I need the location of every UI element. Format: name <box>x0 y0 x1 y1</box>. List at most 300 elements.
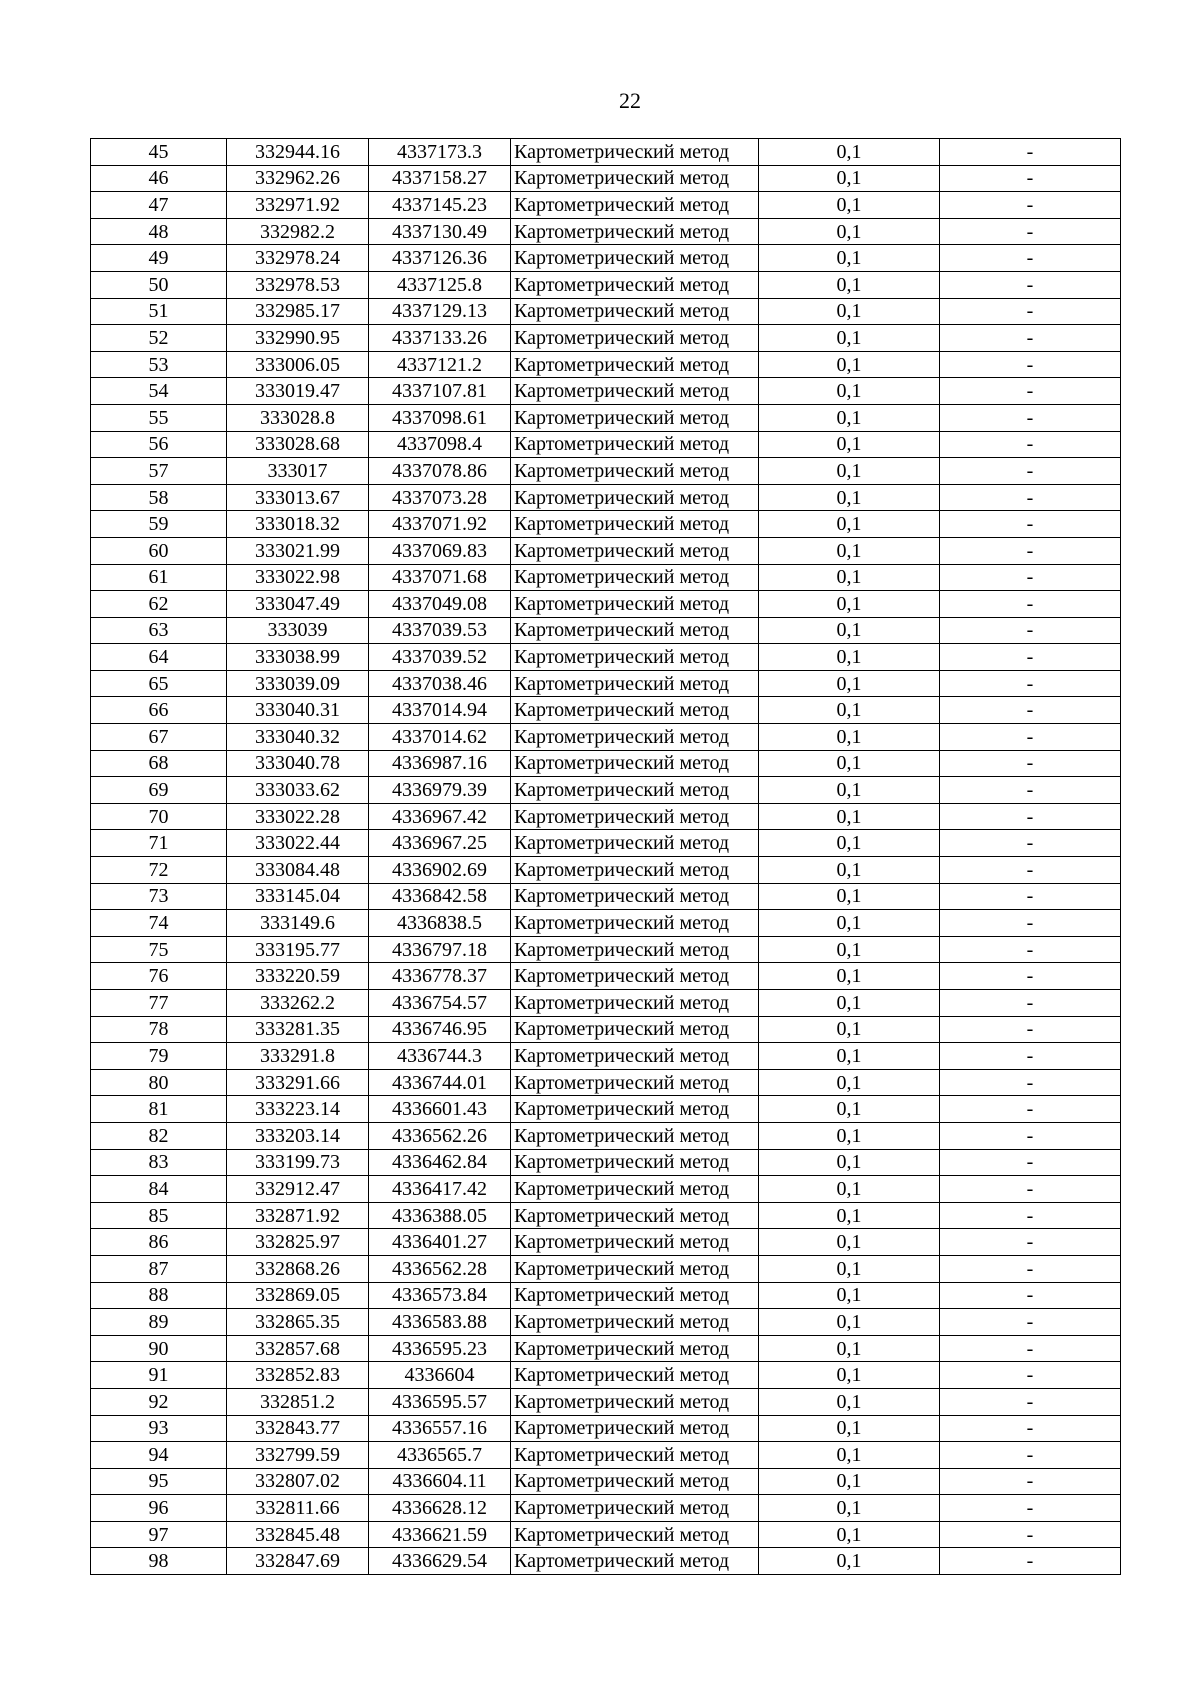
y-coordinate-cell: 4336979.39 <box>369 777 511 804</box>
table-row <box>91 644 1121 671</box>
y-coordinate-cell: 4337098.61 <box>369 404 511 431</box>
description-cell: - <box>940 617 1121 644</box>
x-coordinate-cell: 333145.04 <box>227 883 369 910</box>
x-coordinate-cell: 332869.05 <box>227 1282 369 1309</box>
description-cell: - <box>940 1069 1121 1096</box>
description-cell: - <box>940 644 1121 671</box>
table-row <box>91 1202 1121 1229</box>
point-number-cell: 53 <box>91 351 227 378</box>
method-cell: Картометрический метод <box>511 644 759 671</box>
point-number-cell: 63 <box>91 617 227 644</box>
description-cell: - <box>940 165 1121 192</box>
description-cell: - <box>940 378 1121 405</box>
method-cell: Картометрический метод <box>511 298 759 325</box>
y-coordinate-cell: 4336838.5 <box>369 910 511 937</box>
method-cell: Картометрический метод <box>511 1096 759 1123</box>
description-cell: - <box>940 1176 1121 1203</box>
y-coordinate-cell: 4336967.25 <box>369 830 511 857</box>
point-number-cell: 57 <box>91 458 227 485</box>
description-cell: - <box>940 936 1121 963</box>
x-coordinate-cell: 332978.24 <box>227 245 369 272</box>
table-row <box>91 750 1121 777</box>
accuracy-cell: 0,1 <box>759 777 940 804</box>
accuracy-cell: 0,1 <box>759 617 940 644</box>
description-cell: - <box>940 404 1121 431</box>
accuracy-cell: 0,1 <box>759 1442 940 1469</box>
method-cell: Картометрический метод <box>511 404 759 431</box>
method-cell: Картометрический метод <box>511 963 759 990</box>
description-cell: - <box>940 777 1121 804</box>
description-cell: - <box>940 1468 1121 1495</box>
y-coordinate-cell: 4336565.7 <box>369 1442 511 1469</box>
accuracy-cell: 0,1 <box>759 1282 940 1309</box>
table-row <box>91 1043 1121 1070</box>
description-cell: - <box>940 1415 1121 1442</box>
y-coordinate-cell: 4337125.8 <box>369 271 511 298</box>
accuracy-cell: 0,1 <box>759 1122 940 1149</box>
point-number-cell: 94 <box>91 1442 227 1469</box>
method-cell: Картометрический метод <box>511 1149 759 1176</box>
point-number-cell: 65 <box>91 670 227 697</box>
accuracy-cell: 0,1 <box>759 1096 940 1123</box>
point-number-cell: 76 <box>91 963 227 990</box>
method-cell: Картометрический метод <box>511 1362 759 1389</box>
description-cell: - <box>940 750 1121 777</box>
table-row <box>91 1016 1121 1043</box>
accuracy-cell: 0,1 <box>759 644 940 671</box>
y-coordinate-cell: 4337071.68 <box>369 564 511 591</box>
method-cell: Картометрический метод <box>511 1202 759 1229</box>
accuracy-cell: 0,1 <box>759 271 940 298</box>
y-coordinate-cell: 4337014.94 <box>369 697 511 724</box>
table-row <box>91 990 1121 1017</box>
y-coordinate-cell: 4336842.58 <box>369 883 511 910</box>
x-coordinate-cell: 333084.48 <box>227 857 369 884</box>
y-coordinate-cell: 4337014.62 <box>369 724 511 751</box>
method-cell: Картометрический метод <box>511 1282 759 1309</box>
table-row <box>91 245 1121 272</box>
method-cell: Картометрический метод <box>511 1255 759 1282</box>
method-cell: Картометрический метод <box>511 431 759 458</box>
y-coordinate-cell: 4337130.49 <box>369 218 511 245</box>
y-coordinate-cell: 4337158.27 <box>369 165 511 192</box>
x-coordinate-cell: 333028.8 <box>227 404 369 431</box>
x-coordinate-cell: 332871.92 <box>227 1202 369 1229</box>
y-coordinate-cell: 4336401.27 <box>369 1229 511 1256</box>
x-coordinate-cell: 333028.68 <box>227 431 369 458</box>
accuracy-cell: 0,1 <box>759 963 940 990</box>
method-cell: Картометрический метод <box>511 803 759 830</box>
y-coordinate-cell: 4337121.2 <box>369 351 511 378</box>
table-row <box>91 511 1121 538</box>
point-number-cell: 88 <box>91 1282 227 1309</box>
y-coordinate-cell: 4336595.23 <box>369 1335 511 1362</box>
accuracy-cell: 0,1 <box>759 431 940 458</box>
table-row <box>91 298 1121 325</box>
table-row <box>91 1335 1121 1362</box>
table-row <box>91 1096 1121 1123</box>
x-coordinate-cell: 332843.77 <box>227 1415 369 1442</box>
method-cell: Картометрический метод <box>511 857 759 884</box>
x-coordinate-cell: 332944.16 <box>227 139 369 166</box>
table-row <box>91 617 1121 644</box>
accuracy-cell: 0,1 <box>759 404 940 431</box>
point-number-cell: 47 <box>91 192 227 219</box>
description-cell: - <box>940 670 1121 697</box>
point-number-cell: 85 <box>91 1202 227 1229</box>
x-coordinate-cell: 332852.83 <box>227 1362 369 1389</box>
method-cell: Картометрический метод <box>511 750 759 777</box>
x-coordinate-cell: 332845.48 <box>227 1521 369 1548</box>
y-coordinate-cell: 4337173.3 <box>369 139 511 166</box>
y-coordinate-cell: 4337129.13 <box>369 298 511 325</box>
table-row <box>91 830 1121 857</box>
point-number-cell: 92 <box>91 1388 227 1415</box>
description-cell: - <box>940 325 1121 352</box>
method-cell: Картометрический метод <box>511 1468 759 1495</box>
accuracy-cell: 0,1 <box>759 1388 940 1415</box>
table-row <box>91 537 1121 564</box>
description-cell: - <box>940 1521 1121 1548</box>
method-cell: Картометрический метод <box>511 591 759 618</box>
table-row <box>91 458 1121 485</box>
x-coordinate-cell: 333291.8 <box>227 1043 369 1070</box>
method-cell: Картометрический метод <box>511 777 759 804</box>
x-coordinate-cell: 333018.32 <box>227 511 369 538</box>
description-cell: - <box>940 883 1121 910</box>
accuracy-cell: 0,1 <box>759 1309 940 1336</box>
description-cell: - <box>940 724 1121 751</box>
point-number-cell: 72 <box>91 857 227 884</box>
x-coordinate-cell: 333203.14 <box>227 1122 369 1149</box>
y-coordinate-cell: 4336562.26 <box>369 1122 511 1149</box>
x-coordinate-cell: 333039.09 <box>227 670 369 697</box>
accuracy-cell: 0,1 <box>759 1415 940 1442</box>
table-row <box>91 697 1121 724</box>
table-row <box>91 1415 1121 1442</box>
accuracy-cell: 0,1 <box>759 936 940 963</box>
table-row <box>91 1495 1121 1522</box>
accuracy-cell: 0,1 <box>759 564 940 591</box>
point-number-cell: 56 <box>91 431 227 458</box>
table-row <box>91 378 1121 405</box>
point-number-cell: 83 <box>91 1149 227 1176</box>
x-coordinate-cell: 332982.2 <box>227 218 369 245</box>
description-cell: - <box>940 431 1121 458</box>
method-cell: Картометрический метод <box>511 1548 759 1575</box>
x-coordinate-cell: 332962.26 <box>227 165 369 192</box>
point-number-cell: 95 <box>91 1468 227 1495</box>
x-coordinate-cell: 333022.98 <box>227 564 369 591</box>
y-coordinate-cell: 4337078.86 <box>369 458 511 485</box>
table-row <box>91 777 1121 804</box>
y-coordinate-cell: 4337107.81 <box>369 378 511 405</box>
description-cell: - <box>940 803 1121 830</box>
description-cell: - <box>940 245 1121 272</box>
method-cell: Картометрический метод <box>511 1495 759 1522</box>
y-coordinate-cell: 4336601.43 <box>369 1096 511 1123</box>
x-coordinate-cell: 333047.49 <box>227 591 369 618</box>
x-coordinate-cell: 333022.44 <box>227 830 369 857</box>
point-number-cell: 87 <box>91 1255 227 1282</box>
table-row <box>91 1122 1121 1149</box>
y-coordinate-cell: 4336583.88 <box>369 1309 511 1336</box>
description-cell: - <box>940 1309 1121 1336</box>
description-cell: - <box>940 1229 1121 1256</box>
method-cell: Картометрический метод <box>511 218 759 245</box>
accuracy-cell: 0,1 <box>759 1495 940 1522</box>
description-cell: - <box>940 591 1121 618</box>
point-number-cell: 62 <box>91 591 227 618</box>
accuracy-cell: 0,1 <box>759 1255 940 1282</box>
point-number-cell: 67 <box>91 724 227 751</box>
point-number-cell: 45 <box>91 139 227 166</box>
accuracy-cell: 0,1 <box>759 1069 940 1096</box>
y-coordinate-cell: 4336987.16 <box>369 750 511 777</box>
accuracy-cell: 0,1 <box>759 803 940 830</box>
x-coordinate-cell: 333262.2 <box>227 990 369 1017</box>
x-coordinate-cell: 333223.14 <box>227 1096 369 1123</box>
method-cell: Картометрический метод <box>511 537 759 564</box>
description-cell: - <box>940 1282 1121 1309</box>
description-cell: - <box>940 351 1121 378</box>
accuracy-cell: 0,1 <box>759 670 940 697</box>
y-coordinate-cell: 4336744.3 <box>369 1043 511 1070</box>
x-coordinate-cell: 332847.69 <box>227 1548 369 1575</box>
x-coordinate-cell: 333013.67 <box>227 484 369 511</box>
y-coordinate-cell: 4336628.12 <box>369 1495 511 1522</box>
x-coordinate-cell: 332807.02 <box>227 1468 369 1495</box>
table-row <box>91 857 1121 884</box>
accuracy-cell: 0,1 <box>759 1548 940 1575</box>
accuracy-cell: 0,1 <box>759 458 940 485</box>
point-number-cell: 52 <box>91 325 227 352</box>
y-coordinate-cell: 4337133.26 <box>369 325 511 352</box>
accuracy-cell: 0,1 <box>759 165 940 192</box>
accuracy-cell: 0,1 <box>759 1176 940 1203</box>
accuracy-cell: 0,1 <box>759 724 940 751</box>
point-number-cell: 78 <box>91 1016 227 1043</box>
method-cell: Картометрический метод <box>511 511 759 538</box>
accuracy-cell: 0,1 <box>759 750 940 777</box>
point-number-cell: 90 <box>91 1335 227 1362</box>
accuracy-cell: 0,1 <box>759 910 940 937</box>
table-row <box>91 431 1121 458</box>
accuracy-cell: 0,1 <box>759 591 940 618</box>
y-coordinate-cell: 4336604.11 <box>369 1468 511 1495</box>
table-row <box>91 325 1121 352</box>
point-number-cell: 93 <box>91 1415 227 1442</box>
table-row <box>91 1362 1121 1389</box>
method-cell: Картометрический метод <box>511 830 759 857</box>
x-coordinate-cell: 332825.97 <box>227 1229 369 1256</box>
method-cell: Картометрический метод <box>511 1229 759 1256</box>
table-row <box>91 1282 1121 1309</box>
point-number-cell: 96 <box>91 1495 227 1522</box>
point-number-cell: 89 <box>91 1309 227 1336</box>
point-number-cell: 54 <box>91 378 227 405</box>
point-number-cell: 66 <box>91 697 227 724</box>
table-row <box>91 963 1121 990</box>
description-cell: - <box>940 458 1121 485</box>
accuracy-cell: 0,1 <box>759 537 940 564</box>
accuracy-cell: 0,1 <box>759 1043 940 1070</box>
point-number-cell: 98 <box>91 1548 227 1575</box>
y-coordinate-cell: 4336557.16 <box>369 1415 511 1442</box>
point-number-cell: 70 <box>91 803 227 830</box>
method-cell: Картометрический метод <box>511 670 759 697</box>
accuracy-cell: 0,1 <box>759 325 940 352</box>
table-row <box>91 218 1121 245</box>
table-row <box>91 351 1121 378</box>
description-cell: - <box>940 511 1121 538</box>
table-row <box>91 564 1121 591</box>
description-cell: - <box>940 963 1121 990</box>
point-number-cell: 74 <box>91 910 227 937</box>
point-number-cell: 81 <box>91 1096 227 1123</box>
method-cell: Картометрический метод <box>511 165 759 192</box>
description-cell: - <box>940 1016 1121 1043</box>
coordinates-table-body <box>91 139 1121 1575</box>
x-coordinate-cell: 333040.78 <box>227 750 369 777</box>
method-cell: Картометрический метод <box>511 1415 759 1442</box>
x-coordinate-cell: 333006.05 <box>227 351 369 378</box>
description-cell: - <box>940 1335 1121 1362</box>
method-cell: Картометрический метод <box>511 1309 759 1336</box>
x-coordinate-cell: 333019.47 <box>227 378 369 405</box>
table-row <box>91 1255 1121 1282</box>
y-coordinate-cell: 4336967.42 <box>369 803 511 830</box>
x-coordinate-cell: 333149.6 <box>227 910 369 937</box>
method-cell: Картометрический метод <box>511 1521 759 1548</box>
description-cell: - <box>940 1442 1121 1469</box>
point-number-cell: 73 <box>91 883 227 910</box>
point-number-cell: 86 <box>91 1229 227 1256</box>
accuracy-cell: 0,1 <box>759 1521 940 1548</box>
method-cell: Картометрический метод <box>511 1043 759 1070</box>
method-cell: Картометрический метод <box>511 1442 759 1469</box>
method-cell: Картометрический метод <box>511 564 759 591</box>
method-cell: Картометрический метод <box>511 458 759 485</box>
point-number-cell: 59 <box>91 511 227 538</box>
table-row <box>91 165 1121 192</box>
x-coordinate-cell: 332912.47 <box>227 1176 369 1203</box>
method-cell: Картометрический метод <box>511 1388 759 1415</box>
accuracy-cell: 0,1 <box>759 830 940 857</box>
y-coordinate-cell: 4336595.57 <box>369 1388 511 1415</box>
accuracy-cell: 0,1 <box>759 351 940 378</box>
method-cell: Картометрический метод <box>511 351 759 378</box>
y-coordinate-cell: 4337039.52 <box>369 644 511 671</box>
x-coordinate-cell: 332865.35 <box>227 1309 369 1336</box>
x-coordinate-cell: 332851.2 <box>227 1388 369 1415</box>
y-coordinate-cell: 4336754.57 <box>369 990 511 1017</box>
table-row <box>91 1442 1121 1469</box>
description-cell: - <box>940 697 1121 724</box>
table-row <box>91 404 1121 431</box>
table-row <box>91 883 1121 910</box>
x-coordinate-cell: 333040.32 <box>227 724 369 751</box>
x-coordinate-cell: 333199.73 <box>227 1149 369 1176</box>
table-row <box>91 591 1121 618</box>
y-coordinate-cell: 4337098.4 <box>369 431 511 458</box>
table-row <box>91 1309 1121 1336</box>
point-number-cell: 64 <box>91 644 227 671</box>
x-coordinate-cell: 332857.68 <box>227 1335 369 1362</box>
description-cell: - <box>940 857 1121 884</box>
description-cell: - <box>940 1495 1121 1522</box>
y-coordinate-cell: 4337038.46 <box>369 670 511 697</box>
y-coordinate-cell: 4336629.54 <box>369 1548 511 1575</box>
table-row <box>91 1548 1121 1575</box>
table-row <box>91 803 1121 830</box>
table-row <box>91 1149 1121 1176</box>
x-coordinate-cell: 332811.66 <box>227 1495 369 1522</box>
description-cell: - <box>940 1202 1121 1229</box>
point-number-cell: 91 <box>91 1362 227 1389</box>
point-number-cell: 55 <box>91 404 227 431</box>
method-cell: Картометрический метод <box>511 936 759 963</box>
description-cell: - <box>940 830 1121 857</box>
description-cell: - <box>940 484 1121 511</box>
y-coordinate-cell: 4336417.42 <box>369 1176 511 1203</box>
table-row <box>91 271 1121 298</box>
accuracy-cell: 0,1 <box>759 1335 940 1362</box>
x-coordinate-cell: 333220.59 <box>227 963 369 990</box>
method-cell: Картометрический метод <box>511 910 759 937</box>
point-number-cell: 79 <box>91 1043 227 1070</box>
description-cell: - <box>940 1362 1121 1389</box>
point-number-cell: 82 <box>91 1122 227 1149</box>
y-coordinate-cell: 4336388.05 <box>369 1202 511 1229</box>
point-number-cell: 69 <box>91 777 227 804</box>
x-coordinate-cell: 332868.26 <box>227 1255 369 1282</box>
y-coordinate-cell: 4337071.92 <box>369 511 511 538</box>
method-cell: Картометрический метод <box>511 1176 759 1203</box>
x-coordinate-cell: 333017 <box>227 458 369 485</box>
x-coordinate-cell: 332990.95 <box>227 325 369 352</box>
y-coordinate-cell: 4337073.28 <box>369 484 511 511</box>
table-row <box>91 724 1121 751</box>
page-number: 22 <box>619 88 641 113</box>
accuracy-cell: 0,1 <box>759 1229 940 1256</box>
point-number-cell: 46 <box>91 165 227 192</box>
y-coordinate-cell: 4336621.59 <box>369 1521 511 1548</box>
accuracy-cell: 0,1 <box>759 245 940 272</box>
y-coordinate-cell: 4336562.28 <box>369 1255 511 1282</box>
description-cell: - <box>940 139 1121 166</box>
x-coordinate-cell: 333033.62 <box>227 777 369 804</box>
point-number-cell: 49 <box>91 245 227 272</box>
description-cell: - <box>940 271 1121 298</box>
accuracy-cell: 0,1 <box>759 883 940 910</box>
table-row <box>91 1388 1121 1415</box>
description-cell: - <box>940 537 1121 564</box>
method-cell: Картометрический метод <box>511 1122 759 1149</box>
x-coordinate-cell: 333039 <box>227 617 369 644</box>
y-coordinate-cell: 4336573.84 <box>369 1282 511 1309</box>
table-row <box>91 910 1121 937</box>
y-coordinate-cell: 4337069.83 <box>369 537 511 564</box>
accuracy-cell: 0,1 <box>759 697 940 724</box>
accuracy-cell: 0,1 <box>759 990 940 1017</box>
description-cell: - <box>940 218 1121 245</box>
point-number-cell: 58 <box>91 484 227 511</box>
method-cell: Картометрический метод <box>511 1016 759 1043</box>
description-cell: - <box>940 1548 1121 1575</box>
x-coordinate-cell: 333291.66 <box>227 1069 369 1096</box>
x-coordinate-cell: 332971.92 <box>227 192 369 219</box>
